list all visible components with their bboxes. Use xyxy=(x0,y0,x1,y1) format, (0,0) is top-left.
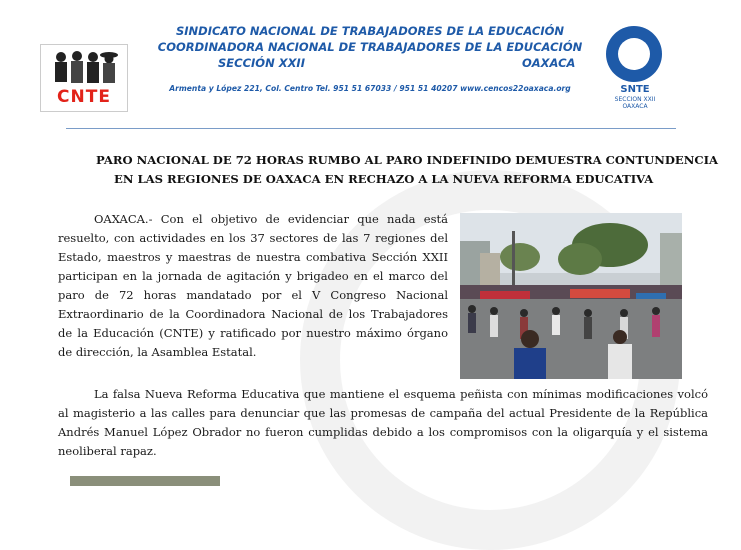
header-city: OAXACA xyxy=(522,56,576,70)
header-divider xyxy=(66,128,676,129)
header-union-name: SINDICATO NACIONAL DE TRABAJADORES DE LA EDUCACIÓN xyxy=(175,24,565,38)
cnte-logo xyxy=(40,44,128,112)
header-section: SECCIÓN XXII xyxy=(218,56,305,70)
header-address: Armenta y López 221, Col. Centro Tel. 951 51 67033 / 951 51 40207 www.cencos22oaxaca.org xyxy=(169,84,571,93)
cnte-logo-text: CNTE xyxy=(57,87,111,107)
article-paragraph-1 xyxy=(58,210,448,362)
article-title-line2: EN LAS REGIONES DE OAXACA EN RECHAZO A LA NUEVA REFORMA EDUCATIVA xyxy=(114,172,654,186)
paragraph-1-text: OAXACA.- Con el objetivo de evidenciar que nada está resuelto, con actividades en los 37 sectores de las 7 regiones del Estado, maestros y maestras de nuestra combativa Sección XXII participan en la jornada de agitación y brigadeo en el marco del paro de 72 horas mandatado por el V Congreso Nacional Extraordinario de la Coordinadora Nacional de los Trabajadores de la Educación (CNTE) y ratificado por nuestro máximo órgano de dirección, la Asamblea Estatal. xyxy=(58,212,448,359)
article-paragraph-2 xyxy=(58,385,708,461)
second-photo-top-edge xyxy=(70,476,220,486)
paragraph-2-text: La falsa Nueva Reforma Educativa que mantiene el esquema peñista con mínimas modificaciones volcó al magisterio a las calles para denunciar que las promesas de campaña del actual Presidente de la República Andrés Manuel López Obrador no fueron cumplidas debido a los compromisos con la oligarquía y el sistema neoliberal rapaz. xyxy=(58,387,708,458)
snte-logo xyxy=(604,24,666,108)
snte-logo-text: SNTE xyxy=(620,84,650,95)
march-photo xyxy=(460,213,682,379)
snte-logo-subtext: SECCION XXII OAXACA xyxy=(614,96,656,110)
article-title-line1: PARO NACIONAL DE 72 HORAS RUMBO AL PARO INDEFINIDO DEMUESTRA CONTUNDENCIA xyxy=(96,153,719,167)
cnte-figures-icon xyxy=(47,49,123,85)
march-photo-image xyxy=(460,213,682,379)
header-coordinadora-name: COORDINADORA NACIONAL DE TRABAJADORES DE LA EDUCACIÓN xyxy=(157,40,583,54)
